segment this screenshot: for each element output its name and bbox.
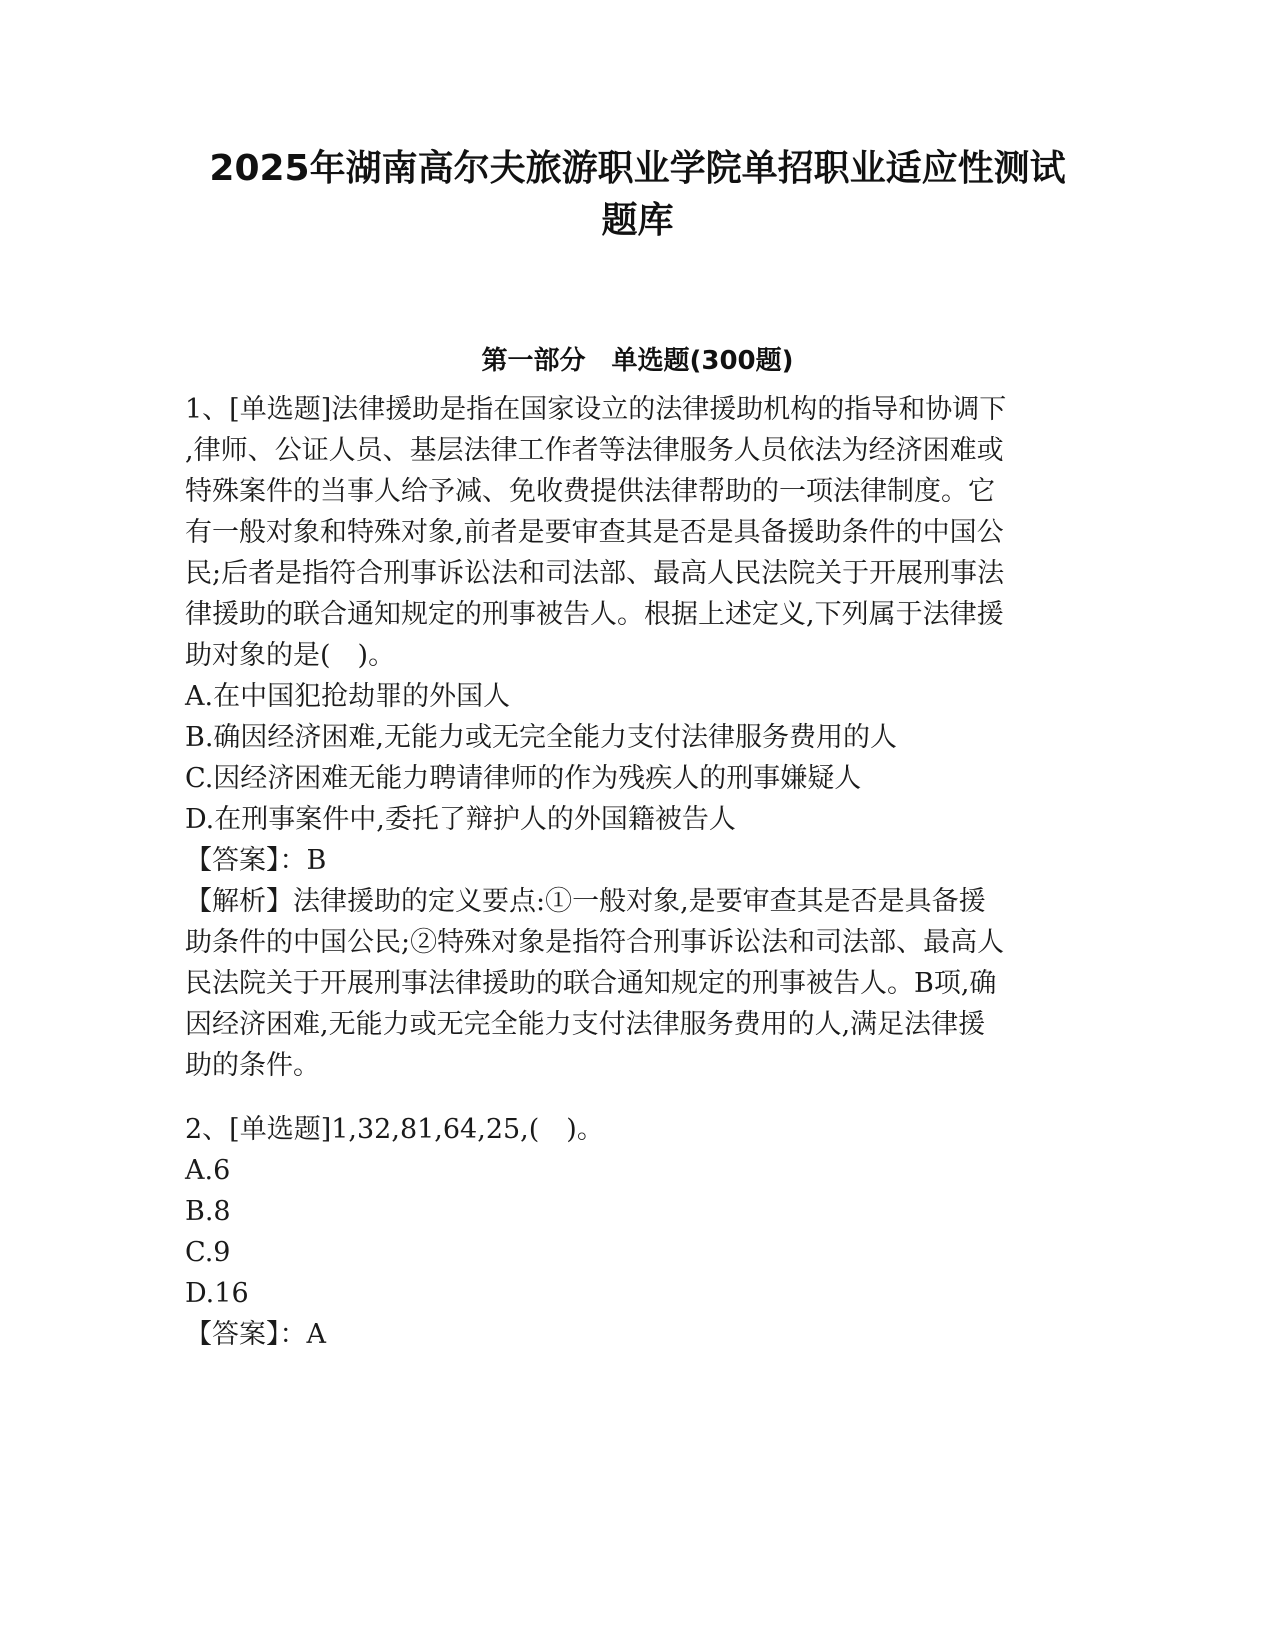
question-1-stem-line-4: 有一般对象和特殊对象,前者是要审查其是否是具备援助条件的中国公 — [185, 517, 1004, 548]
question-1-option-d: D.在刑事案件中,委托了辩护人的外国籍被告人 — [185, 804, 736, 835]
question-1-stem-line-3: 特殊案件的当事人给予减、免收费提供法律帮助的一项法律制度。它 — [185, 476, 995, 507]
question-2-option-d: D.16 — [185, 1278, 249, 1309]
question-1-analysis-line-1: 【解析】法律援助的定义要点:①一般对象,是要审查其是否是具备援 — [185, 886, 986, 917]
question-2-option-c: C.9 — [185, 1237, 231, 1268]
question-1-analysis-line-2: 助条件的中国公民;②特殊对象是指符合刑事诉讼法和司法部、最高人 — [185, 927, 1005, 958]
document-title-line-1: 2025年湖南高尔夫旅游职业学院单招职业适应性测试 — [209, 148, 1066, 189]
section-heading: 第一部分 单选题(300题) — [481, 346, 794, 376]
question-1-stem-line-7: 助对象的是( )。 — [185, 640, 396, 671]
document-title — [180, 143, 1095, 247]
question-1-option-b: B.确因经济困难,无能力或无完全能力支付法律服务费用的人 — [185, 722, 898, 753]
question-1-stem-line-5: 民;后者是指符合刑事诉讼法和司法部、最高人民法院关于开展刑事法 — [185, 558, 1005, 589]
document-title-line-2: 题库 — [601, 200, 674, 241]
question-1-analysis-line-3: 民法院关于开展刑事法律援助的联合通知规定的刑事被告人。B项,确 — [185, 968, 997, 999]
question-2-stem-line-1: 2、[单选题]1,32,81,64,25,( )。 — [185, 1114, 604, 1145]
question-1-option-c: C.因经济困难无能力聘请律师的作为残疾人的刑事嫌疑人 — [185, 763, 862, 794]
question-1-analysis-line-5: 助的条件。 — [185, 1050, 320, 1081]
question-1-answer: 【答案】：B — [185, 845, 327, 876]
question-1-option-a: A.在中国犯抢劫罪的外国人 — [185, 681, 511, 712]
question-1-stem-line-6: 律援助的联合通知规定的刑事被告人。根据上述定义,下列属于法律援 — [185, 599, 1004, 630]
question-2-answer: 【答案】：A — [185, 1319, 326, 1350]
question-2-option-b: B.8 — [185, 1196, 231, 1227]
question-2-option-a: A.6 — [185, 1155, 231, 1186]
question-1-analysis-line-4: 因经济困难,无能力或无完全能力支付法律服务费用的人,满足法律援 — [185, 1009, 986, 1040]
question-1-stem-line-2: ,律师、公证人员、基层法律工作者等法律服务人员依法为经济困难或 — [185, 435, 1004, 466]
question-1-stem-line-1: 1、[单选题]法律援助是指在国家设立的法律援助机构的指导和协调下 — [185, 394, 1007, 425]
